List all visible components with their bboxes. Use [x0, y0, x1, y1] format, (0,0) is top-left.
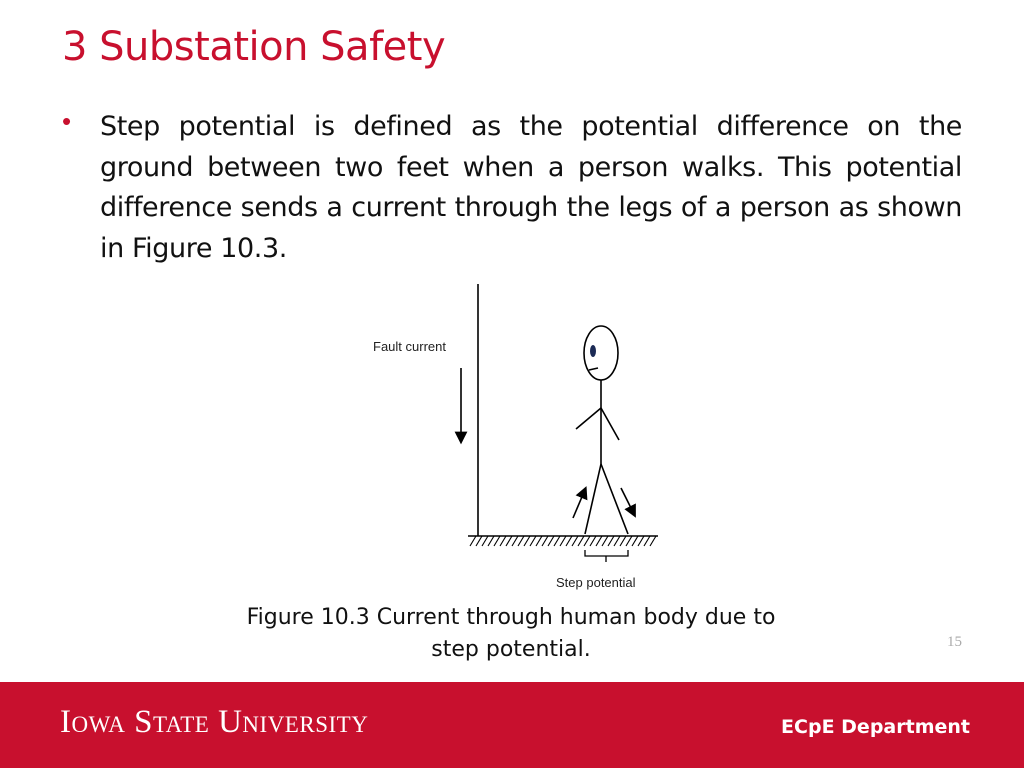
fault-current-label: Fault current	[373, 339, 446, 354]
slide-title: 3 Substation Safety	[62, 24, 446, 70]
figure-caption: Figure 10.3 Current through human body due to step potential.	[246, 605, 776, 662]
person-eye	[590, 345, 596, 357]
department-label: ECpE Department	[781, 716, 970, 738]
person-left-leg	[585, 464, 601, 534]
current-up-arrow	[573, 492, 584, 518]
ground-hatching	[470, 536, 656, 546]
step-potential-figure	[360, 280, 670, 598]
current-down-arrow	[621, 488, 633, 512]
person-head	[584, 326, 618, 380]
step-potential-label: Step potential	[556, 575, 636, 590]
university-logo-text: Iowa State University	[60, 704, 369, 740]
footer-bar	[0, 682, 1024, 768]
person-left-arm	[576, 408, 601, 429]
page-number: 15	[947, 634, 962, 650]
bullet-icon: •	[62, 106, 72, 136]
person-mouth	[589, 368, 598, 370]
stick-person	[576, 326, 628, 534]
bullet-text: Step potential is defined as the potential difference on the ground between two feet when a person walks. This potential difference sends a current through the legs of a person as shown in Figure 10.3.	[100, 111, 962, 264]
step-potential-bracket	[585, 550, 628, 562]
person-right-arm	[601, 408, 619, 440]
person-right-leg	[601, 464, 628, 534]
